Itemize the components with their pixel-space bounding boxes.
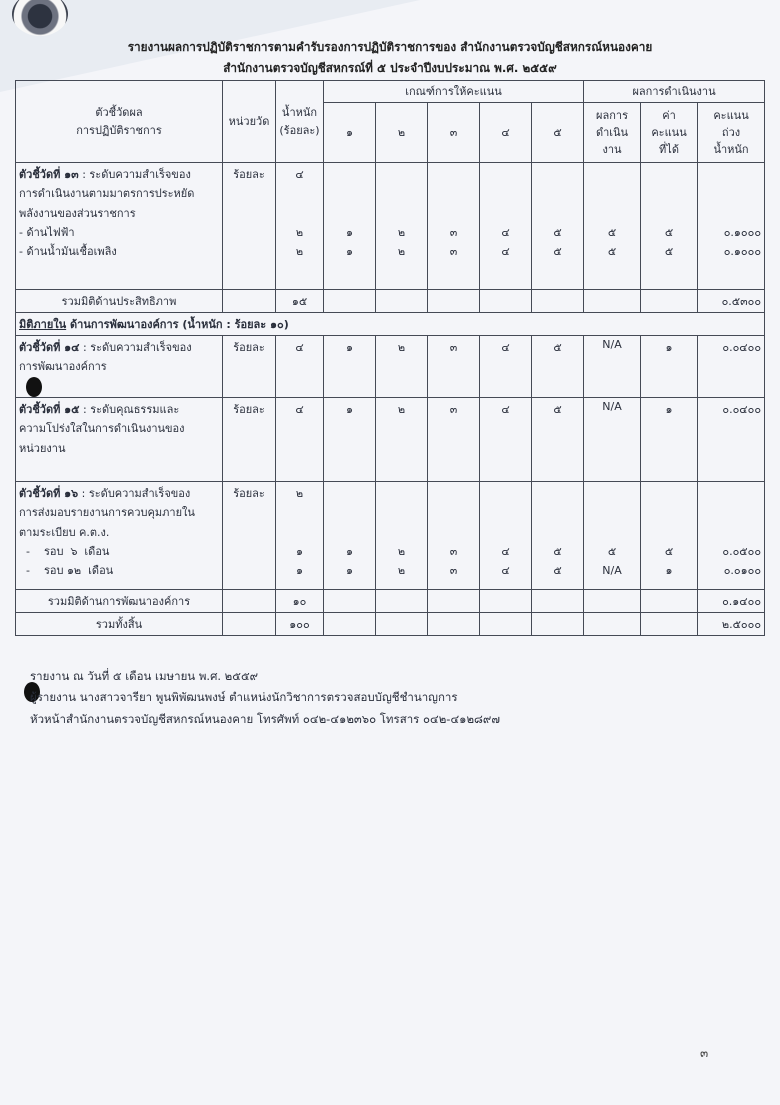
header-unit: หน่วยวัด (223, 81, 276, 163)
k14-result: N/A (584, 336, 641, 398)
k16-unit: ร้อยละ (223, 482, 276, 590)
k13-label: ตัวชี้วัดที่ ๑๓ : ระดับความสำเร็จของ การดำเนินงานตามมาตรการประหยัด พลังงานของส่วนราชการ - ด้านไฟฟ้า - ด้านน้ำมันเชื้อเพลิง (16, 163, 223, 290)
k15-level-1: ๑ (324, 398, 376, 482)
reporter-line: ผู้รายงาน นางสาวจารียา พูนพิพัฒนพงษ์ ตำแหน่งนักวิชาการตรวจสอบบัญชีชำนาญการ (30, 690, 458, 704)
table-row-dimension (16, 313, 765, 336)
table-row-total (16, 613, 765, 636)
k15-result: N/A (584, 398, 641, 482)
k14-level-1: ๑ (324, 336, 376, 398)
report-title-line1: รายงานผลการปฏิบัติราชการตามคำรับรองการปฏิบัติราชการของ สำนักงานตรวจบัญชีสหกรณ์หนองคาย (127, 40, 653, 54)
k13-score: ๕ ๕ (641, 163, 698, 290)
header-weight: น้ำหนัก (ร้อยละ) (276, 81, 324, 163)
sum-efficiency-label: รวมมิติด้านประสิทธิภาพ (16, 290, 223, 313)
k13-level-3: ๓ ๓ (428, 163, 480, 290)
header-score: ค่า คะแนน ที่ได้ (641, 103, 698, 163)
k15-score: ๑ (641, 398, 698, 482)
k14-label: ตัวชี้วัดที่ ๑๔ : ระดับความสำเร็จของ การพัฒนาองค์การ (16, 336, 223, 398)
total-weight: ๑๐๐ (276, 613, 324, 636)
k16-weight: ๒ ๑ ๑ (276, 482, 324, 590)
header-level-4: ๔ (480, 103, 532, 163)
header-indicator: ตัวชี้วัดผล การปฏิบัติราชการ (16, 81, 223, 163)
head-contact-line: หัวหน้าสำนักงานตรวจบัญชีสหกรณ์หนองคาย โทรศัพท์ ๐๔๒-๔๑๒๓๖๐ โทรสาร ๐๔๒-๔๑๒๘๙๗ (30, 712, 500, 726)
k13-unit: ร้อยละ (223, 163, 276, 290)
k15-level-4: ๔ (480, 398, 532, 482)
k14-level-4: ๔ (480, 336, 532, 398)
performance-table (15, 80, 765, 636)
k14-weight: ๔ (276, 336, 324, 398)
k15-level-2: ๒ (376, 398, 428, 482)
k16-result: ๕ N/A (584, 482, 641, 590)
table-row-sum-development (16, 590, 765, 613)
k15-level-3: ๓ (428, 398, 480, 482)
k15-label: ตัวชี้วัดที่ ๑๕ : ระดับคุณธรรมและ ความโปร่งใสในการดำเนินงานของ หน่วยงาน (16, 398, 223, 482)
k13-level-4: ๔ ๔ (480, 163, 532, 290)
k13-level-1: ๑ ๑ (324, 163, 376, 290)
table-row-k16 (16, 482, 765, 590)
k16-level-2: ๒ ๒ (376, 482, 428, 590)
sum-development-label: รวมมิติด้านการพัฒนาองค์การ (16, 590, 223, 613)
k16-level-1: ๑ ๑ (324, 482, 376, 590)
k16-label: ตัวชี้วัดที่ ๑๖ : ระดับความสำเร็จของ การส่งมอบรายงานการควบคุมภายใน ตามระเบียบ ค.ต.ง. - รอบ ๖ เดือน - รอบ ๑๒ เดือน (16, 482, 223, 590)
header-result: ผลการ ดำเนิน งาน (584, 103, 641, 163)
header-weighted: คะแนน ถ่วง น้ำหนัก (698, 103, 765, 163)
total-weighted: ๒.๕๐๐๐ (698, 613, 765, 636)
sum-development-weighted: ๐.๑๔๐๐ (698, 590, 765, 613)
header-level-2: ๒ (376, 103, 428, 163)
k16-level-4: ๔ ๔ (480, 482, 532, 590)
k16-weighted: ๐.๐๕๐๐ ๐.๐๑๐๐ (698, 482, 765, 590)
report-title-line2: สำนักงานตรวจบัญชีสหกรณ์ที่ ๕ ประจำปีงบประมาณ พ.ศ. ๒๕๕๙ (223, 61, 557, 75)
total-label: รวมทั้งสิ้น (16, 613, 223, 636)
table-row-k14 (16, 336, 765, 398)
report-date: รายงาน ณ วันที่ ๕ เดือน เมษายน พ.ศ. ๒๕๕๙ (30, 669, 259, 683)
k14-level-5: ๕ (532, 336, 584, 398)
header-level-3: ๓ (428, 103, 480, 163)
header-criteria: เกณฑ์การให้คะแนน (324, 81, 584, 103)
header-level-1: ๑ (324, 103, 376, 163)
table-row-k15 (16, 398, 765, 482)
k14-score: ๑ (641, 336, 698, 398)
k14-weighted: ๐.๐๔๐๐ (698, 336, 765, 398)
sum-development-weight: ๑๐ (276, 590, 324, 613)
table-row-sum-efficiency (16, 290, 765, 313)
k13-weighted: ๐.๑๐๐๐ ๐.๑๐๐๐ (698, 163, 765, 290)
table-row-k13 (16, 163, 765, 290)
k16-score: ๕ ๑ (641, 482, 698, 590)
dimension-heading: มิติภายใน ด้านการพัฒนาองค์การ (น้ำหนัก : ร้อยละ ๑๐) (16, 313, 765, 336)
k15-unit: ร้อยละ (223, 398, 276, 482)
page-number: ๓ (700, 1046, 709, 1060)
k13-level-5: ๕ ๕ (532, 163, 584, 290)
sum-efficiency-weight: ๑๕ (276, 290, 324, 313)
sum-efficiency-weighted: ๐.๕๓๐๐ (698, 290, 765, 313)
k13-weight: ๔ ๒ ๒ (276, 163, 324, 290)
k13-result: ๕ ๕ (584, 163, 641, 290)
header-level-5: ๕ (532, 103, 584, 163)
k16-level-5: ๕ ๕ (532, 482, 584, 590)
k14-level-3: ๓ (428, 336, 480, 398)
k15-weighted: ๐.๐๔๐๐ (698, 398, 765, 482)
k15-weight: ๔ (276, 398, 324, 482)
k16-level-3: ๓ ๓ (428, 482, 480, 590)
k14-unit: ร้อยละ (223, 336, 276, 398)
k13-level-2: ๒ ๒ (376, 163, 428, 290)
k15-level-5: ๕ (532, 398, 584, 482)
k14-level-2: ๒ (376, 336, 428, 398)
header-results: ผลการดำเนินงาน (584, 81, 765, 103)
